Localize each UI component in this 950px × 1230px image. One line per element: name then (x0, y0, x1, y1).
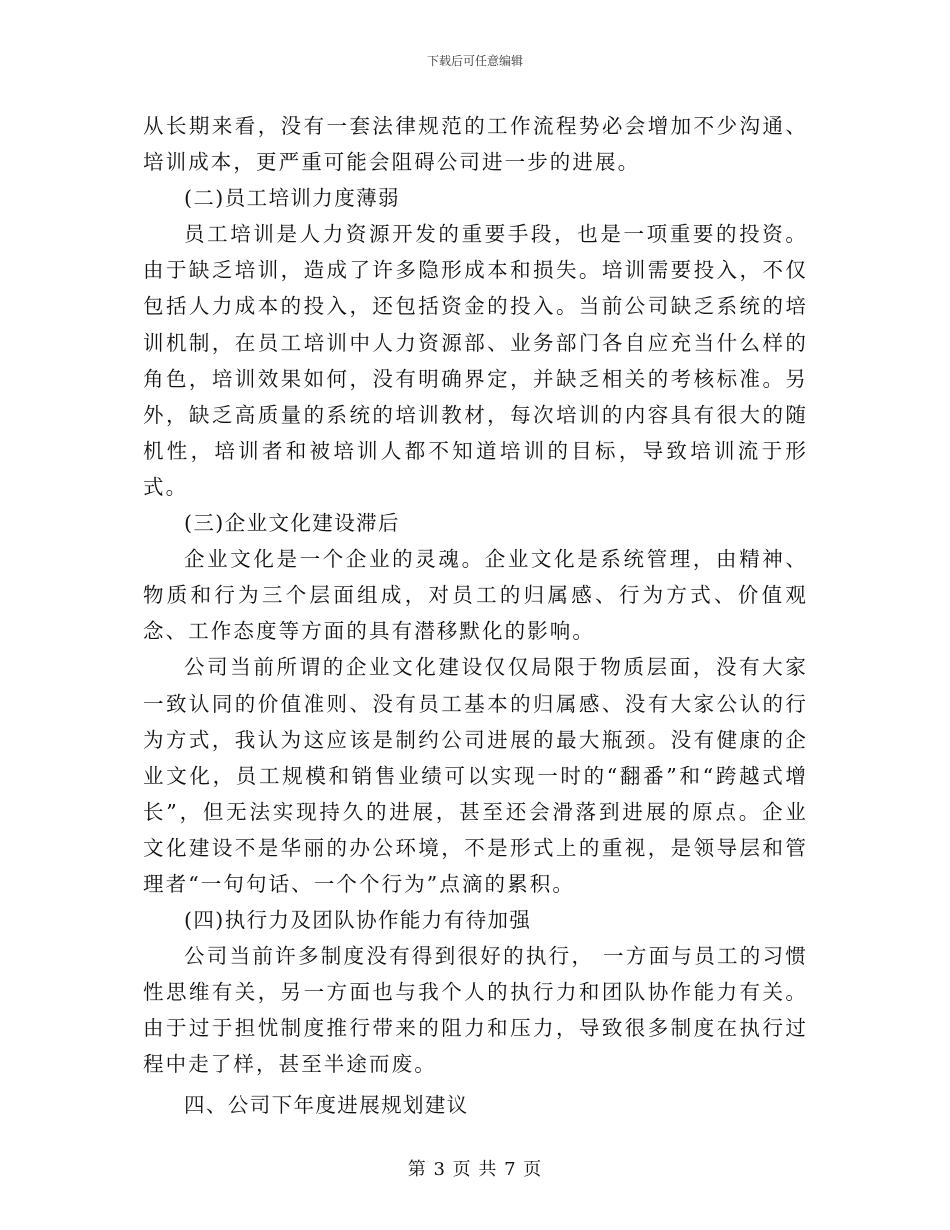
paragraph-2: 员工培训是人力资源开发的重要手段，也是一项重要的投资。由于缺乏培训，造成了许多隐形成本和损失。培训需要投入，不仅包括人力成本的投入，还包括资金的投入。当前公司缺乏系统的培训机制，在员工培训中人力资源部、业务部门各自应充当什么样的角色，培训效果如何，没有明确界定，并缺乏相关的考核标准。另外，缺乏高质量的系统的培训教材，每次培训的内容具有很大的随机性，培训者和被培训人都不知道培训的目标，导致培训流于形式。 (143, 222, 808, 499)
section-heading-2: (二)员工培训力度薄弱 (184, 186, 400, 211)
page-header-note: 下载后可任意编辑 (426, 54, 523, 68)
section-heading-5: 四、公司下年度进展规划建议 (184, 1092, 469, 1117)
paragraph-5: 公司当前许多制度没有得到很好的执行， 一方面与员工的习惯性思维有关，另一方面也与我个人的执行力和团队协作能力有关。由于过于担忧制度推行带来的阻力和压力，导致很多制度在执行过程中走了样，甚至半途而废。 (143, 944, 808, 1077)
paragraph-3: 企业文化是一个企业的灵魂。企业文化是系统管理，由精神、物质和行为三个层面组成，对员工的归属感、行为方式、价值观念、工作态度等方面的具有潜移默化的影响。 (143, 547, 808, 644)
document-body (143, 108, 808, 1123)
page-number-footer: 第 3 页 共 7 页 (407, 1159, 543, 1180)
section-heading-3: (三)企业文化建设滞后 (184, 511, 400, 536)
paragraph-4: 公司当前所谓的企业文化建设仅仅局限于物质层面，没有大家一致认同的价值准则、没有员工基本的归属感、没有大家公认的行为方式，我认为这应该是制约公司进展的最大瓶颈。没有健康的企业文化，员工规模和销售业绩可以实现一时的“翻番”和“跨越式增长”，但无法实现持久的进展，甚至还会滑落到进展的原点。企业文化建设不是华丽的办公环境，不是形式上的重视，是领导层和管理者“一句句话、一个个行为”点滴的累积。 (143, 655, 808, 896)
paragraph-1: 从长期来看，没有一套法律规范的工作流程势必会增加不少沟通、培训成本，更严重可能会阻碍公司进一步的进展。 (143, 114, 808, 175)
section-heading-4: (四)执行力及团队协作能力有待加强 (184, 908, 532, 933)
